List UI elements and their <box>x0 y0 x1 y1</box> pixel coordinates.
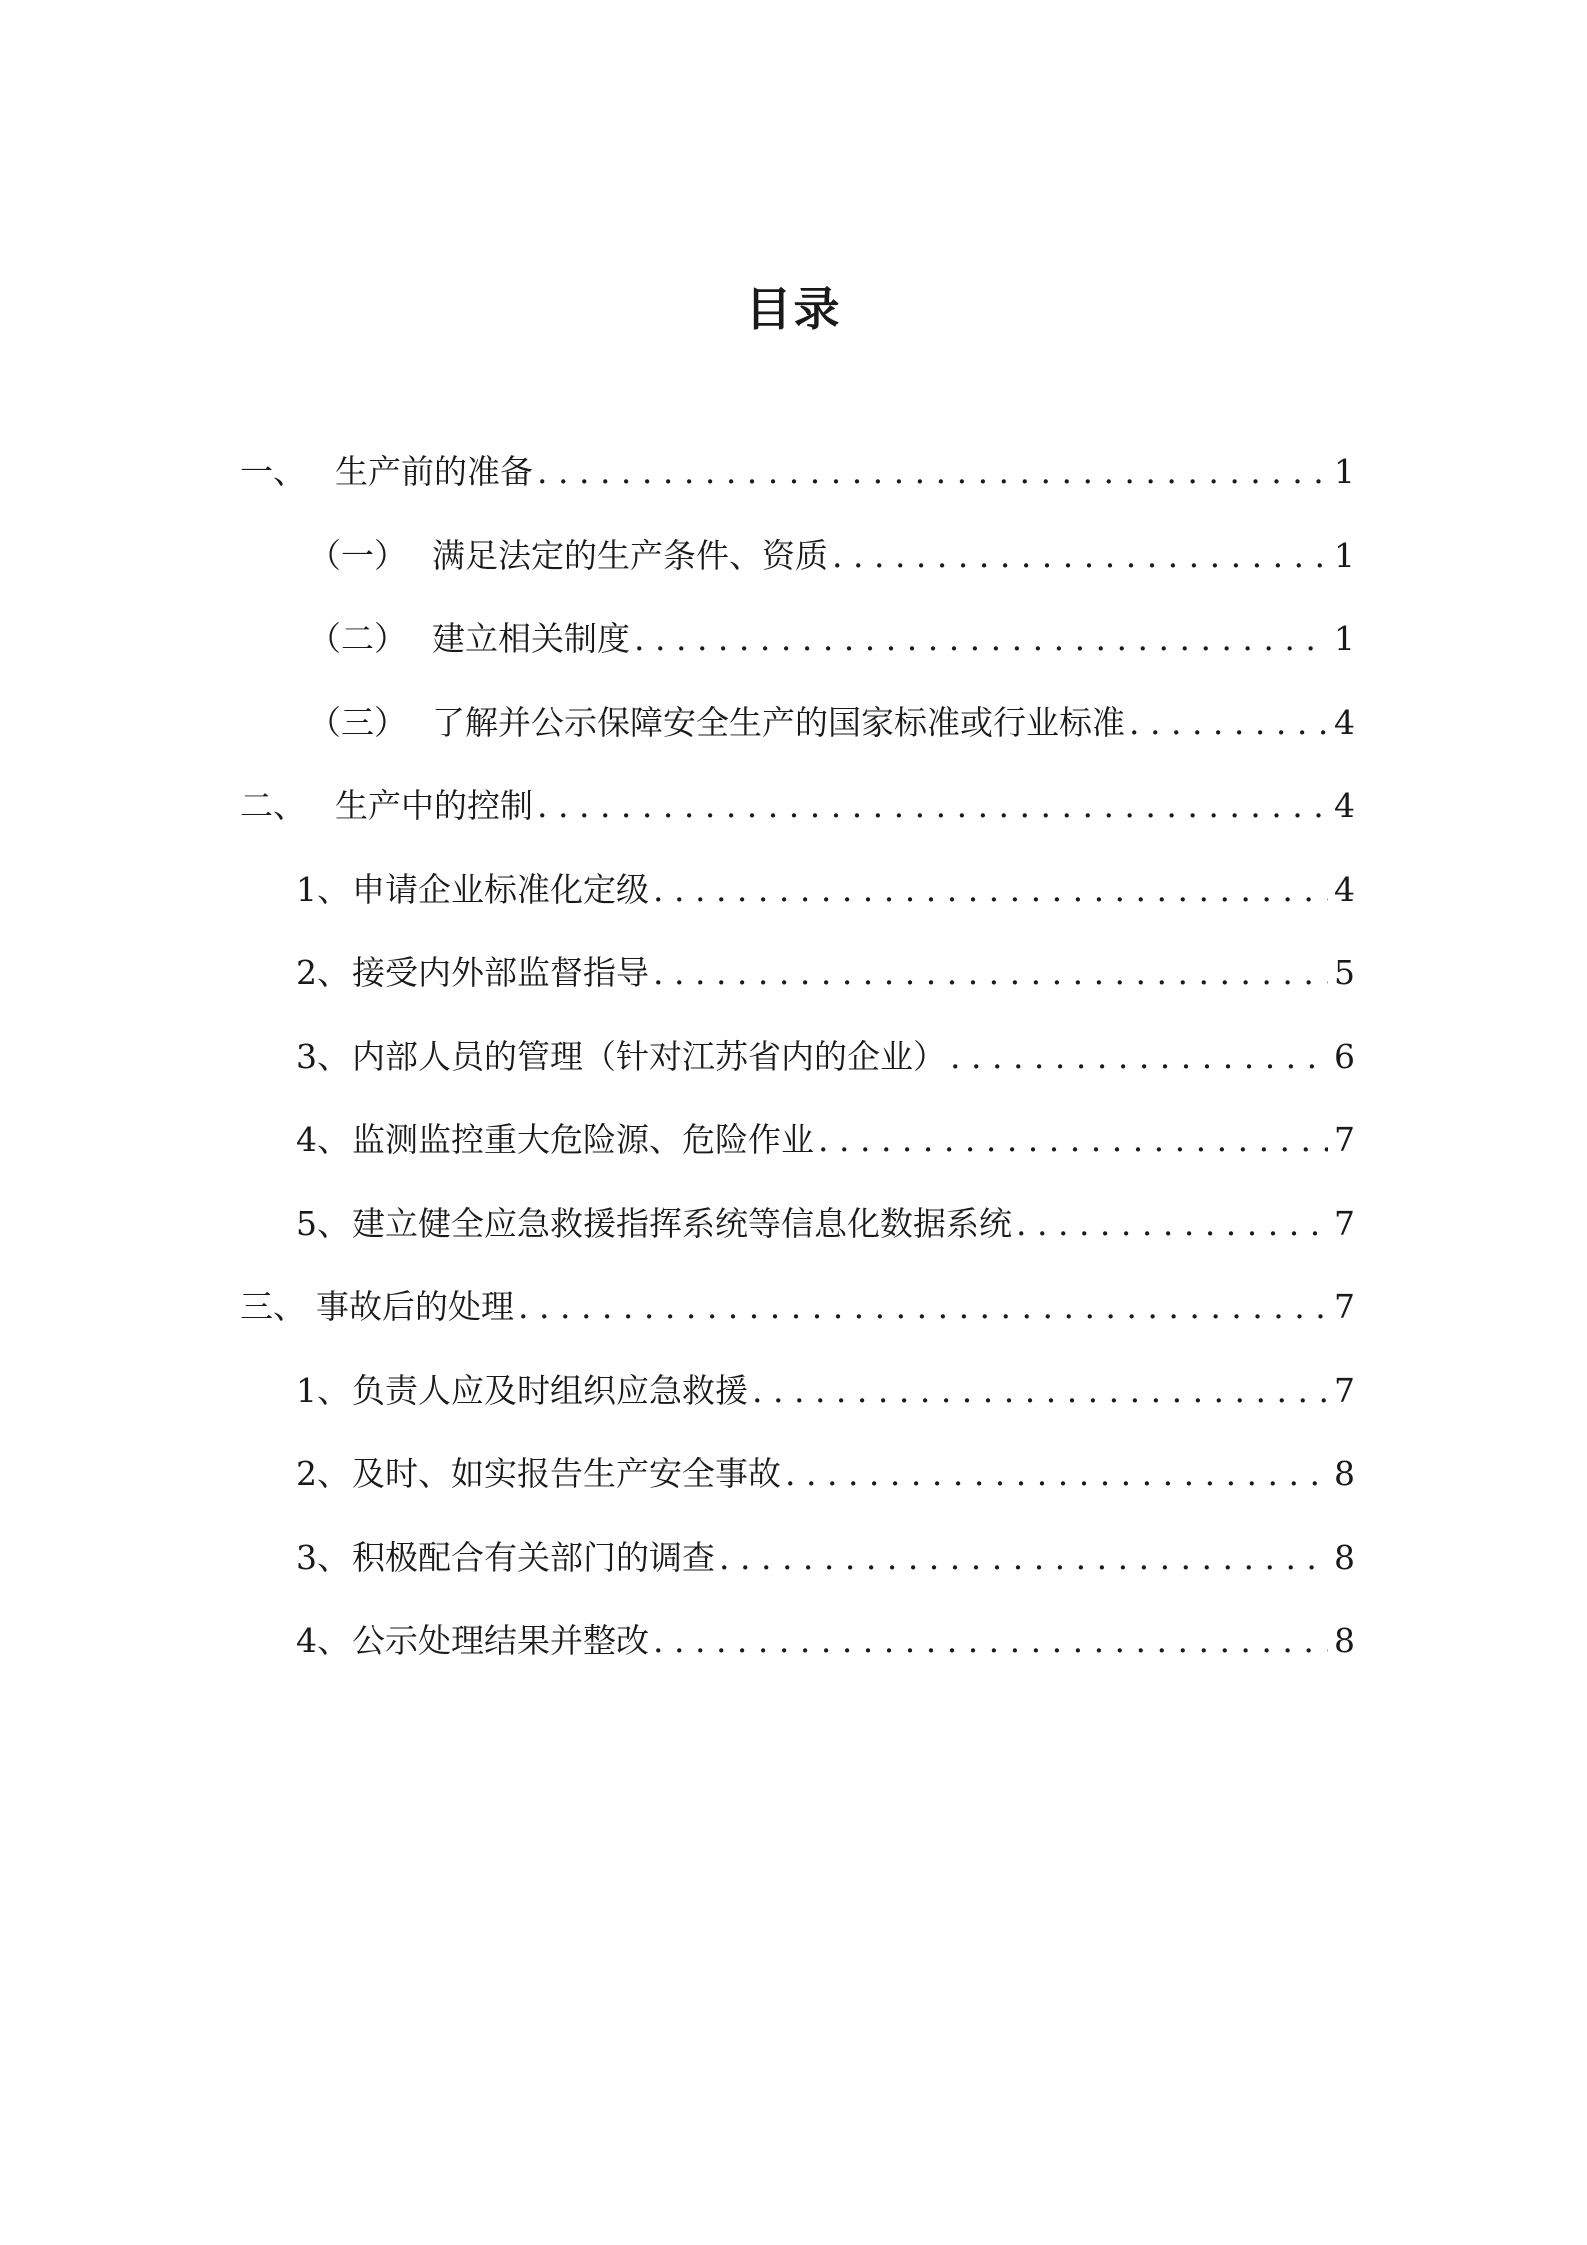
toc-entry-page: 1 <box>1334 452 1355 491</box>
toc-leader-dots <box>752 1361 1328 1421</box>
toc-entry-number: 2、 <box>296 953 350 992</box>
toc-leader-dots <box>1016 1194 1328 1254</box>
toc-entry[interactable] <box>240 1110 1355 1194</box>
toc-entry[interactable] <box>240 860 1355 944</box>
toc-entry-number: （三） <box>308 702 407 742</box>
toc-entry[interactable] <box>240 776 1355 860</box>
toc-leader-dots <box>818 1110 1328 1170</box>
toc-entry[interactable] <box>240 1611 1355 1695</box>
toc-entry-text: 公示处理结果并整改 <box>352 1621 649 1660</box>
toc-leader-dots <box>634 609 1328 669</box>
toc-leader-dots <box>653 1611 1328 1671</box>
toc-entry-text: 积极配合有关部门的调查 <box>352 1537 715 1577</box>
toc-entry-number: 5、 <box>296 1203 350 1243</box>
toc-leader-dots <box>537 776 1328 836</box>
toc-entry-text: 监测监控重大危险源、危险作业 <box>352 1120 814 1159</box>
toc-list <box>240 442 1355 1695</box>
toc-entry-number: 三、 <box>240 1287 306 1326</box>
toc-entry-text: 满足法定的生产条件、资质 <box>432 535 828 575</box>
toc-entry-page: 7 <box>1334 1203 1355 1243</box>
toc-entry[interactable] <box>240 442 1355 526</box>
toc-entry-text: 生产前的准备 <box>335 452 533 491</box>
toc-entry-number: 4、 <box>296 1120 350 1159</box>
toc-leader-dots <box>950 1027 1328 1087</box>
toc-entry-page: 7 <box>1334 1370 1355 1410</box>
toc-entry[interactable] <box>240 943 1355 1027</box>
toc-entry-page: 5 <box>1334 953 1355 992</box>
toc-entry-number: 一、 <box>240 452 306 491</box>
toc-entry[interactable] <box>240 1528 1355 1612</box>
toc-entry-page: 4 <box>1334 702 1355 742</box>
toc-entry-number: 3、 <box>296 1537 350 1577</box>
toc-entry-text: 生产中的控制 <box>335 786 533 825</box>
toc-entry[interactable] <box>240 1277 1355 1361</box>
toc-entry-page: 7 <box>1334 1287 1355 1326</box>
toc-entry-text: 申请企业标准化定级 <box>352 869 649 909</box>
toc-leader-dots <box>719 1528 1328 1588</box>
toc-entry[interactable] <box>240 1027 1355 1111</box>
toc-leader-dots <box>537 442 1328 502</box>
toc-entry-text: 内部人员的管理（针对江苏省内的企业） <box>352 1036 946 1076</box>
toc-entry-text: 建立健全应急救援指挥系统等信息化数据系统 <box>352 1203 1012 1243</box>
toc-entry-text: 建立相关制度 <box>432 619 630 658</box>
toc-entry-number: （二） <box>308 619 407 658</box>
toc-leader-dots <box>653 860 1328 920</box>
toc-leader-dots <box>1129 693 1328 753</box>
toc-entry-page: 1 <box>1334 619 1355 658</box>
toc-entry-text: 事故后的处理 <box>316 1287 514 1326</box>
toc-entry-page: 4 <box>1334 869 1355 909</box>
toc-entry-text: 接受内外部监督指导 <box>352 953 649 992</box>
toc-entry-page: 1 <box>1334 535 1355 575</box>
toc-leader-dots <box>785 1444 1328 1504</box>
toc-entry-number: 2、 <box>296 1454 350 1493</box>
toc-entry-page: 8 <box>1334 1621 1355 1660</box>
toc-entry[interactable] <box>240 1361 1355 1445</box>
toc-entry[interactable] <box>240 1444 1355 1528</box>
toc-leader-dots <box>518 1277 1328 1337</box>
toc-entry[interactable] <box>240 526 1355 610</box>
toc-entry-number: 4、 <box>296 1621 350 1660</box>
toc-leader-dots <box>832 526 1328 586</box>
toc-title: 目录 <box>745 282 842 336</box>
toc-entry-number: （一） <box>308 535 407 575</box>
toc-entry-number: 1、 <box>296 869 350 909</box>
toc-entry-page: 4 <box>1334 786 1355 825</box>
toc-entry-number: 1、 <box>296 1370 350 1410</box>
toc-entry-number: 3、 <box>296 1036 350 1076</box>
toc-entry-page: 6 <box>1334 1036 1355 1076</box>
toc-entry-page: 8 <box>1334 1537 1355 1577</box>
toc-entry[interactable] <box>240 1194 1355 1278</box>
toc-leader-dots <box>653 943 1328 1003</box>
toc-entry-page: 8 <box>1334 1454 1355 1493</box>
toc-entry[interactable] <box>240 609 1355 693</box>
toc-entry-page: 7 <box>1334 1120 1355 1159</box>
toc-entry-text: 负责人应及时组织应急救援 <box>352 1370 748 1410</box>
toc-entry-text: 了解并公示保障安全生产的国家标准或行业标准 <box>432 702 1125 742</box>
toc-entry-number: 二、 <box>240 786 306 825</box>
toc-entry-text: 及时、如实报告生产安全事故 <box>352 1454 781 1493</box>
toc-entry[interactable] <box>240 693 1355 777</box>
